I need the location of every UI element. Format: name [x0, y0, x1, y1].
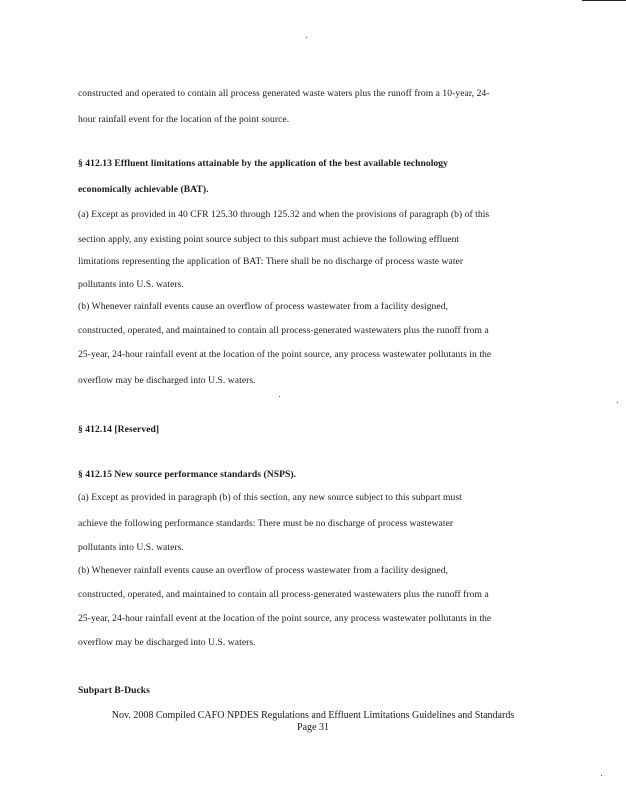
body-text-line: limitations representing the application of BAT: There shall be no discharge of process waste water: [78, 256, 464, 267]
scan-speck: [617, 402, 618, 403]
page-number: Page 31: [297, 722, 329, 733]
body-text-line: (b) Whenever rainfall events cause an overflow of process wastewater from a facility designed,: [78, 565, 448, 576]
body-text-line: constructed, operated, and maintained to contain all process-generated wastewaters plus the runoff from a: [78, 589, 489, 600]
body-text-line: section apply, any existing point source subject to this subpart must achieve the following effluent: [78, 234, 460, 245]
section-heading: economically achievable (BAT).: [78, 184, 209, 195]
scan-speck: [601, 775, 602, 776]
body-text-line: (b) Whenever rainfall events cause an overflow of process wastewater from a facility designed,: [78, 301, 448, 312]
body-text-line: constructed, operated, and maintained to contain all process-generated wastewaters plus the runoff from a: [78, 325, 489, 336]
body-text-line: pollutants into U.S. waters.: [78, 279, 184, 290]
section-heading: § 412.13 Effluent limitations attainable by the application of the best available technology: [78, 158, 448, 169]
body-text-line: (a) Except as provided in 40 CFR 125.30 through 125.32 and when the provisions of paragraph (b) of this: [78, 209, 490, 220]
body-text-line: overflow may be discharged into U.S. waters.: [78, 375, 256, 386]
body-text-line: constructed and operated to contain all process generated waste waters plus the runoff from a 10-year, 24-: [78, 88, 490, 99]
body-text-line: overflow may be discharged into U.S. waters.: [78, 637, 256, 648]
footer-title: Nov. 2008 Compiled CAFO NPDES Regulations and Effluent Limitations Guidelines and Standards: [111, 710, 515, 721]
body-text-line: 25-year, 24-hour rainfall event at the location of the point source, any process wastewater pollutants in the: [78, 349, 492, 360]
section-heading: § 412.15 New source performance standards (NSPS).: [78, 469, 297, 480]
scan-corner-rule: [582, 0, 626, 1]
body-text-line: pollutants into U.S. waters.: [78, 542, 184, 553]
section-heading: § 412.14 [Reserved]: [78, 424, 160, 435]
body-text-line: (a) Except as provided in paragraph (b) of this section, any new source subject to this subpart must: [78, 492, 462, 503]
body-text-line: achieve the following performance standards: There must be no discharge of process wastewater: [78, 518, 454, 529]
body-text-line: 25-year, 24-hour rainfall event at the location of the point source, any process wastewater pollutants in the: [78, 613, 492, 624]
body-text-line: hour rainfall event for the location of the point source.: [78, 114, 290, 125]
scan-speck: [306, 37, 307, 38]
subpart-heading: Subpart B-Ducks: [78, 685, 150, 696]
scan-speck: [279, 396, 280, 397]
